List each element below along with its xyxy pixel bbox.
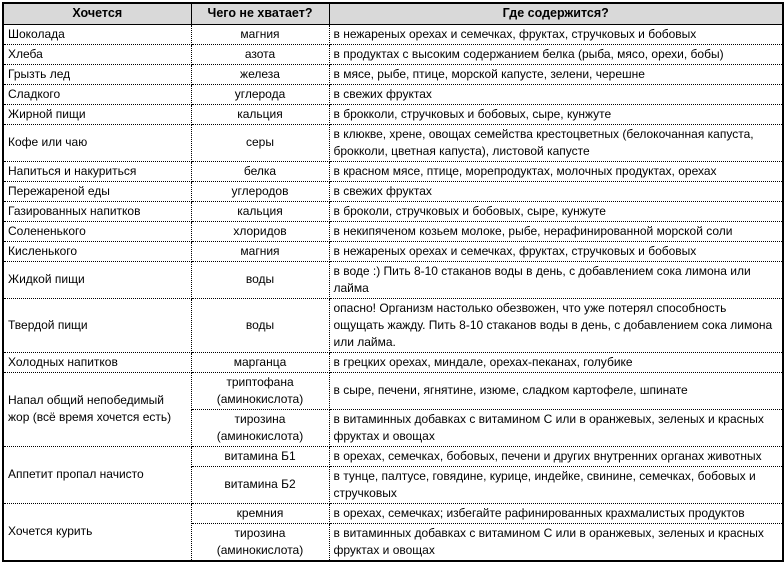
lack-cell: углерода <box>191 84 329 104</box>
craving-cell: Шоколада <box>3 24 191 44</box>
lack-cell: кальция <box>191 104 329 124</box>
lack-cell: воды <box>191 298 329 352</box>
lack-cell: азота <box>191 44 329 64</box>
table-row <box>3 44 783 64</box>
lack-cell: железа <box>191 64 329 84</box>
lack-cell: серы <box>191 124 329 161</box>
source-cell: в свежих фруктах <box>329 84 783 104</box>
table-row-group <box>3 503 783 523</box>
lack-cell: воды <box>191 261 329 298</box>
table-row <box>3 124 783 161</box>
craving-cell: Кисленького <box>3 241 191 261</box>
table-row-group <box>3 372 783 409</box>
table-row <box>3 84 783 104</box>
table-row <box>3 64 783 84</box>
craving-cell: Напиться и накуриться <box>3 161 191 181</box>
source-cell: в мясе, рыбе, птице, морской капусте, зелени, черешне <box>329 64 783 84</box>
lack-cell: углеродов <box>191 181 329 201</box>
header-cell-craving: Хочется <box>3 3 191 24</box>
table-row <box>3 24 783 44</box>
craving-cell: Пережареной еды <box>3 181 191 201</box>
table-row-group <box>3 446 783 466</box>
lack-cell: марганца <box>191 352 329 372</box>
source-cell: в сыре, печени, ягнятине, изюме, сладком картофеле, шпинате <box>329 372 783 409</box>
lack-cell: триптофана (аминокислота) <box>191 372 329 409</box>
source-cell: в грецких орехах, миндале, орехах-пеканах, голубике <box>329 352 783 372</box>
lack-cell: магния <box>191 241 329 261</box>
table-row <box>3 352 783 372</box>
source-cell: в орехах, семечках, бобовых, печени и других внутренних органах животных <box>329 446 783 466</box>
source-cell: в витаминных добавках с витамином С или в оранжевых, зеленых и красных фруктах и овощах <box>329 409 783 446</box>
lack-cell: тирозина (аминокислота) <box>191 523 329 561</box>
header-cell-source: Где содержится? <box>329 3 783 24</box>
lack-cell: витамина Б2 <box>191 466 329 503</box>
lack-cell: хлоридов <box>191 221 329 241</box>
craving-cell: Аппетит пропал начисто <box>3 446 191 503</box>
table-row <box>3 201 783 221</box>
craving-cell: Жидкой пищи <box>3 261 191 298</box>
source-cell: в нежареных орехах и семечках, фруктах, стручковых и бобовых <box>329 241 783 261</box>
source-cell: в орехах, семечках; избегайте рафинированных крахмалистых продуктов <box>329 503 783 523</box>
source-cell: в нежареных орехах и семечках, фруктах, стручковых и бобовых <box>329 24 783 44</box>
lack-cell: тирозина (аминокислота) <box>191 409 329 446</box>
craving-cell: Жирной пищи <box>3 104 191 124</box>
table-row <box>3 161 783 181</box>
source-cell: в некипяченом козьем молоке, рыбе, нерафинированной морской соли <box>329 221 783 241</box>
table-row <box>3 261 783 298</box>
source-cell: в продуктах с высоким содержанием белка (рыба, мясо, орехи, бобы) <box>329 44 783 64</box>
lack-cell: магния <box>191 24 329 44</box>
craving-cell: Холодных напитков <box>3 352 191 372</box>
craving-cell: Кофе или чаю <box>3 124 191 161</box>
lack-cell: кремния <box>191 503 329 523</box>
craving-cell: Хлеба <box>3 44 191 64</box>
source-cell: в свежих фруктах <box>329 181 783 201</box>
craving-cell: Сладкого <box>3 84 191 104</box>
lack-cell: белка <box>191 161 329 181</box>
table-row <box>3 221 783 241</box>
source-cell: в клюкве, хрене, овощах семейства крестоцветных (белокочанная капуста, брокколи, цветная капуста), листовой капусте <box>329 124 783 161</box>
source-cell: опасно! Организм настолько обезвожен, что уже потерял способность ощущать жажду. Пить 8-10 стаканов воды в день, с добавлением сока лимона или лайма. <box>329 298 783 352</box>
source-cell: в витаминных добавках с витамином С или в оранжевых, зеленых и красных фруктах и овощах <box>329 523 783 561</box>
craving-cell: Хочется курить <box>3 503 191 561</box>
craving-cell: Солененького <box>3 221 191 241</box>
source-cell: в красном мясе, птице, морепродуктах, молочных продуктах, орехах <box>329 161 783 181</box>
table-header-row <box>3 3 783 24</box>
craving-cell: Напал общий непобедимый жор (всё время хочется есть) <box>3 372 191 446</box>
cravings-table <box>2 2 784 562</box>
table-row <box>3 241 783 261</box>
source-cell: в броколи, стручковых и бобовых, сыре, кунжуте <box>329 201 783 221</box>
craving-cell: Газированных напитков <box>3 201 191 221</box>
craving-cell: Твердой пищи <box>3 298 191 352</box>
table-row <box>3 181 783 201</box>
craving-cell: Грызть лед <box>3 64 191 84</box>
header-cell-lack: Чего не хватает? <box>191 3 329 24</box>
source-cell: в воде :) Пить 8-10 стаканов воды в день, с добавлением сока лимона или лайма <box>329 261 783 298</box>
source-cell: в брокколи, стручковых и бобовых, сыре, кунжуте <box>329 104 783 124</box>
source-cell: в тунце, палтусе, говядине, курице, индейке, свинине, семечках, бобовых и стручковых <box>329 466 783 503</box>
table-row <box>3 298 783 352</box>
lack-cell: витамина Б1 <box>191 446 329 466</box>
table-row <box>3 104 783 124</box>
lack-cell: кальция <box>191 201 329 221</box>
